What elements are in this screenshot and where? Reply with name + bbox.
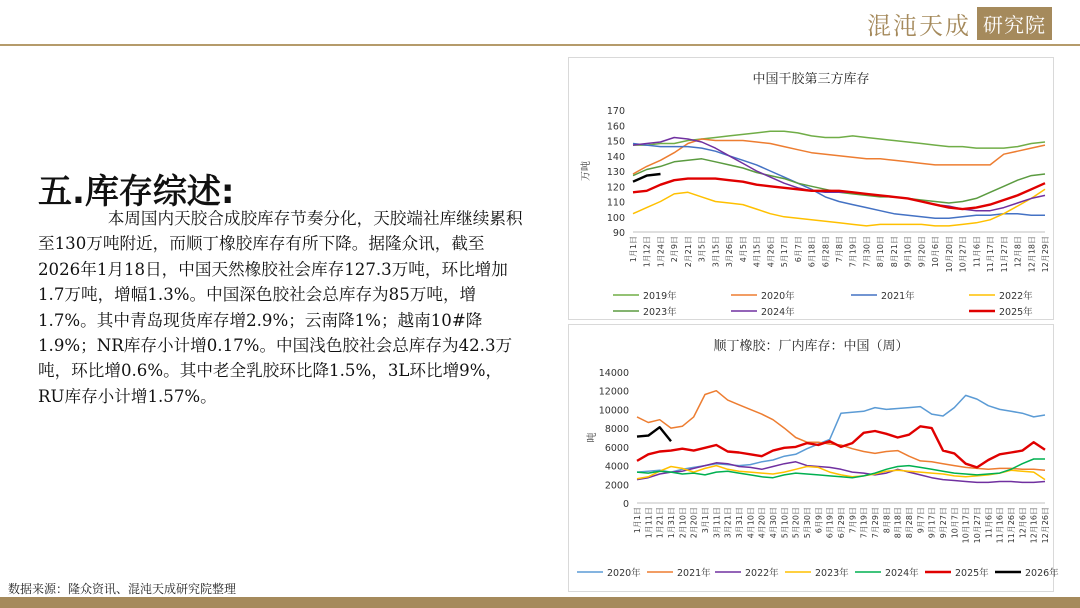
- x-tick-label: 6月18日: [807, 235, 817, 268]
- x-tick-label: 4月5日: [738, 236, 748, 263]
- legend-label: 2024年: [761, 307, 795, 318]
- x-tick-label: 5月20日: [791, 507, 801, 539]
- x-tick-label: 12月29日: [1041, 236, 1050, 273]
- legend-label: 2020年: [761, 291, 795, 302]
- series-line: [633, 174, 661, 182]
- series-line: [633, 139, 1045, 174]
- x-tick-label: 10月7日: [950, 507, 960, 539]
- x-tick-label: 1月24日: [656, 236, 666, 268]
- x-tick-label: 4月30日: [769, 507, 778, 539]
- y-tick-label: 4000: [604, 461, 629, 473]
- x-tick-label: 3月1日: [701, 507, 710, 534]
- x-tick-label: 1月21日: [655, 507, 665, 539]
- series-line: [633, 131, 1045, 148]
- y-tick-label: 140: [606, 151, 625, 163]
- y-tick-label: 6000: [604, 442, 629, 454]
- y-tick-label: 130: [606, 167, 625, 178]
- legend-label: 2019年: [643, 291, 677, 302]
- legend-label: 2021年: [677, 568, 711, 579]
- y-tick-label: 2000: [604, 480, 629, 492]
- x-tick-label: 1月12日: [642, 236, 652, 268]
- x-tick-label: 7月19日: [859, 507, 869, 539]
- x-tick-label: 8月18日: [893, 507, 903, 539]
- x-tick-label: 4月15日: [752, 236, 762, 268]
- y-tick-label: 110: [606, 197, 625, 209]
- x-tick-label: 10月20日: [944, 236, 954, 273]
- x-tick-label: 2月21日: [683, 236, 693, 268]
- x-tick-label: 2月20日: [689, 507, 699, 539]
- y-tick-label: 8000: [604, 424, 629, 436]
- x-tick-label: 6月19日: [825, 507, 835, 539]
- chart-svg: [569, 325, 1059, 591]
- legend-label: 2022年: [745, 568, 779, 579]
- legend-label: 2023年: [815, 568, 849, 579]
- x-tick-label: 3月5日: [697, 236, 707, 263]
- legend-label: 2021年: [881, 291, 915, 302]
- x-tick-label: 11月27日: [999, 236, 1009, 273]
- y-tick-label: 0: [622, 499, 629, 510]
- x-tick-label: 5月30日: [803, 507, 812, 539]
- x-tick-label: 10月6日: [931, 236, 941, 268]
- x-tick-label: 7月29日: [871, 507, 880, 539]
- x-tick-label: 6月9日: [814, 507, 824, 534]
- x-tick-label: 3月26日: [725, 236, 735, 268]
- legend-label: 2025年: [955, 568, 989, 579]
- legend-label: 2023年: [643, 307, 677, 318]
- x-tick-label: 1月1日: [629, 236, 638, 263]
- x-tick-label: 6月28日: [821, 236, 831, 268]
- x-tick-label: 4月10日: [746, 507, 756, 539]
- data-source-note: 数据来源：隆众资讯、混沌天成研究院整理: [8, 582, 237, 596]
- legend-label: 2020年: [607, 568, 641, 579]
- x-tick-label: 4月20日: [757, 507, 767, 539]
- x-tick-label: 12月6日: [1018, 507, 1028, 539]
- x-tick-label: 3月21日: [723, 507, 733, 539]
- x-tick-label: 10月27日: [958, 236, 968, 273]
- x-tick-label: 12月18日: [1027, 236, 1037, 273]
- x-tick-label: 8月8日: [882, 507, 892, 534]
- chart-br-inventory: [568, 324, 1059, 592]
- x-tick-label: 7月19日: [848, 236, 858, 268]
- logo-box: 研究院: [977, 7, 1052, 40]
- x-tick-label: 3月31日: [735, 507, 744, 539]
- y-axis-label: 万吨: [581, 161, 592, 181]
- x-tick-label: 9月20日: [917, 236, 927, 268]
- y-tick-label: 150: [606, 136, 625, 148]
- series-line: [637, 427, 671, 441]
- chart-title: 中国干胶第三方库存: [752, 72, 870, 87]
- x-tick-label: 1月31日: [667, 507, 676, 539]
- x-tick-label: 11月6日: [972, 236, 982, 268]
- y-tick-label: 12000: [598, 386, 629, 398]
- y-tick-label: 90: [612, 228, 625, 239]
- series-line: [637, 426, 1045, 467]
- chart-dry-rubber-inventory: [568, 57, 1054, 320]
- x-tick-label: 12月16日: [1029, 507, 1039, 544]
- y-axis-label: 吨: [587, 432, 598, 443]
- brand-logo: [867, 6, 1052, 40]
- y-tick-label: 120: [606, 182, 625, 194]
- x-tick-label: 9月17日: [927, 507, 937, 539]
- x-tick-label: 9月7日: [916, 507, 926, 534]
- x-tick-label: 7月9日: [848, 507, 858, 534]
- y-tick-label: 10000: [598, 405, 629, 417]
- x-tick-label: 4月26日: [766, 236, 776, 268]
- chart-title: 顺丁橡胶：厂内库存：中国（周）: [713, 339, 909, 354]
- x-tick-label: 3月15日: [711, 236, 721, 268]
- y-tick-label: 160: [606, 121, 625, 133]
- section-title: 五.库存综述:: [38, 172, 235, 212]
- legend-label: 2022年: [999, 291, 1033, 302]
- x-tick-label: 1月11日: [644, 507, 654, 539]
- chart-svg: [569, 58, 1053, 319]
- x-tick-label: 9月10日: [903, 236, 913, 268]
- x-tick-label: 7月30日: [862, 236, 872, 268]
- legend-label: 2025年: [999, 307, 1033, 318]
- y-tick-label: 14000: [598, 368, 629, 379]
- logo-script: 混沌天成: [867, 11, 971, 40]
- x-tick-label: 1月1日: [633, 507, 642, 534]
- y-tick-label: 100: [606, 212, 625, 224]
- x-tick-label: 2月9日: [670, 236, 680, 263]
- y-tick-label: 170: [606, 106, 625, 117]
- x-tick-label: 8月28日: [905, 507, 914, 539]
- x-tick-label: 5月10日: [780, 507, 790, 539]
- x-tick-label: 2月10日: [678, 507, 688, 539]
- x-tick-label: 8月10日: [876, 236, 886, 268]
- x-tick-label: 6月29日: [837, 507, 846, 539]
- legend-label: 2026年: [1025, 568, 1059, 579]
- header-rule: [0, 44, 1080, 46]
- series-line: [637, 462, 1045, 483]
- x-tick-label: 5月17日: [780, 236, 790, 268]
- x-tick-label: 7月8日: [835, 236, 844, 263]
- x-tick-label: 11月26日: [1007, 507, 1016, 544]
- x-tick-label: 11月16日: [995, 507, 1005, 544]
- x-tick-label: 11月6日: [984, 507, 994, 539]
- x-tick-label: 12月26日: [1041, 507, 1050, 544]
- x-tick-label: 6月7日: [793, 235, 803, 263]
- x-tick-label: 9月27日: [939, 507, 948, 539]
- x-tick-label: 3月11日: [712, 507, 722, 539]
- legend-label: 2024年: [885, 568, 919, 579]
- x-tick-label: 12月8日: [1013, 236, 1023, 268]
- footer-bar: [0, 597, 1080, 608]
- x-tick-label: 10月17日: [961, 507, 971, 544]
- x-tick-label: 8月21日: [889, 236, 899, 268]
- summary-paragraph: 本周国内天胶合成胶库存节奏分化，天胶端社库继续累积至130万吨附近，而顺丁橡胶库存有所下降。据隆众讯，截至2026年1月18日，中国天然橡胶社会库存127.3万吨，环比增加1.7万吨，增幅1.3%。中国深色胶社会总库存为85万吨，增1.7%。其中青岛现货库存增2.9%；云南降1%；越南10#降1.9%；NR库存小计增0.17%。中国浅色胶社会总库存为42.3万吨，环比增0.6%。其中老全乳胶环比降1.5%，3L环比增9%，RU库存小计增1.57%。: [38, 209, 523, 406]
- x-tick-label: 11月17日: [986, 236, 996, 273]
- x-tick-label: 10月27日: [973, 507, 982, 544]
